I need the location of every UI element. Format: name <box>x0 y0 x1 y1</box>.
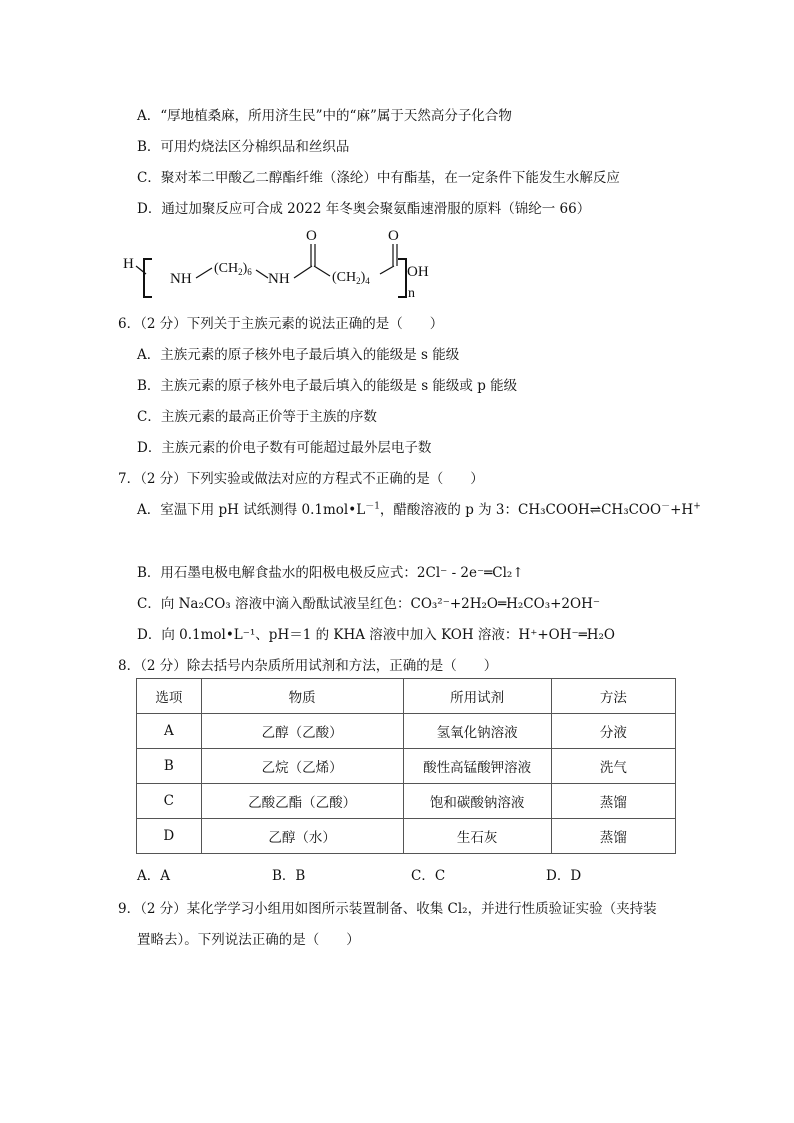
formula-o-1: O <box>306 228 317 244</box>
formula-bond-2 <box>196 268 212 278</box>
q9-stem-line-1: 9．（2 分）某化学学习小组用如图所示装置制备、收集 Cl₂，并进行性质验证实验（夹持装 <box>118 901 657 917</box>
table-row <box>137 714 676 749</box>
table-cell: 饱和碳酸钠溶液 <box>403 784 551 819</box>
table-cell: 乙烷（乙烯） <box>201 749 403 784</box>
formula-h: H <box>123 256 134 272</box>
q7-option-d: D．向 0.1mol•L⁻¹、pH＝1 的 KHA 溶液中加入 KOH 溶液：H⁺+OH⁻═H₂O <box>137 627 615 643</box>
formula-oh: OH <box>407 264 429 280</box>
table-cell: B <box>137 749 202 784</box>
table-header-cell: 方法 <box>551 679 675 714</box>
q6-option-b: B．主族元素的原子核外电子最后填入的能级是 s 能级或 p 能级 <box>137 378 518 394</box>
q6-option-a: A．主族元素的原子核外电子最后填入的能级是 s 能级 <box>137 347 460 363</box>
q8-stem: 8．（2 分）除去括号内杂质所用试剂和方法，正确的是（ ） <box>118 658 498 674</box>
table-cell: 乙酸乙酯（乙酸） <box>201 784 403 819</box>
formula-ch2-b: $(CH_2)_4$ <box>332 270 370 286</box>
table-row <box>137 784 676 819</box>
q8-answer-c: C．C <box>411 868 446 884</box>
table-cell: C <box>137 784 202 819</box>
formula-bond-3 <box>256 270 268 278</box>
table-row <box>137 819 676 854</box>
nylon66-structural-formula <box>118 222 448 302</box>
q6-stem: 6．（2 分）下列关于主族元素的说法正确的是（ ） <box>118 316 444 332</box>
q6-option-c: C．主族元素的最高正价等于主族的序数 <box>137 409 377 425</box>
table-cell: 蒸馏 <box>551 784 675 819</box>
table-header-cell: 所用试剂 <box>403 679 551 714</box>
q7-option-b: B．用石墨电极电解食盐水的阳极电极反应式：2Cl⁻ - 2e⁻═Cl₂↑ <box>137 565 524 581</box>
table-cell: 分液 <box>551 714 675 749</box>
table-row <box>137 749 676 784</box>
q5-option-a: A．“厚地植桑麻，所用济生民”中的“麻”属于天然高分子化合物 <box>137 108 512 124</box>
formula-ch2-a: $(CH_2)_6$ <box>214 261 252 277</box>
formula-nh-1: NH <box>170 271 192 287</box>
formula-n: n <box>408 286 415 301</box>
table-cell: 洗气 <box>551 749 675 784</box>
table-cell: 生石灰 <box>403 819 551 854</box>
formula-bond-5 <box>314 266 330 276</box>
q9-stem-line-2: 置略去）。下列说法正确的是（ ） <box>137 932 360 948</box>
formula-bond-6 <box>380 266 394 274</box>
q8-answer-a: A．A <box>137 868 170 884</box>
table-cell: 乙醇（乙酸） <box>201 714 403 749</box>
table-cell: 蒸馏 <box>551 819 675 854</box>
q7-option-a: A．室温下用 pH 试纸测得 $0.1mol•L^{-1}$，醋酸溶液的 p 为 3：CH₃COOH⇌CH₃COO－+H+ <box>137 501 701 518</box>
q8-answer-d: D．D <box>546 868 582 884</box>
table-cell: D <box>137 819 202 854</box>
table-header-row <box>137 679 676 714</box>
q6-option-d: D．主族元素的价电子数有可能超过最外层电子数 <box>137 440 432 456</box>
table-cell: 氢氧化钠溶液 <box>403 714 551 749</box>
table-cell: 酸性高锰酸钾溶液 <box>403 749 551 784</box>
q5-option-c: C．聚对苯二甲酸乙二醇酯纤维（涤纶）中有酯基，在一定条件下能发生水解反应 <box>137 170 620 186</box>
q8-table <box>136 678 676 854</box>
q7-stem: 7．（2 分）下列实验或做法对应的方程式不正确的是（ ） <box>118 471 484 487</box>
table-header-cell: 选项 <box>137 679 202 714</box>
table-cell: 乙醇（水） <box>201 819 403 854</box>
table-cell: A <box>137 714 202 749</box>
formula-o-2: O <box>388 228 399 244</box>
q7-option-c: C．向 Na₂CO₃ 溶液中滴入酚酞试液呈红色：CO₃²⁻+2H₂O═H₂CO₃+2OH⁻ <box>137 596 600 612</box>
q8-answer-b: B．B <box>272 868 306 884</box>
formula-right-bracket <box>398 259 406 297</box>
q5-option-d: D．通过加聚反应可合成 2022 年冬奥会聚氨酯速滑服的原料（锦纶一 66） <box>137 201 591 217</box>
formula-nh-2: NH <box>268 271 290 287</box>
q5-option-b: B．可用灼烧法区分棉织品和丝织品 <box>137 139 350 155</box>
formula-left-bracket <box>144 259 152 297</box>
table-header-cell: 物质 <box>201 679 403 714</box>
formula-bond-4 <box>294 266 312 278</box>
